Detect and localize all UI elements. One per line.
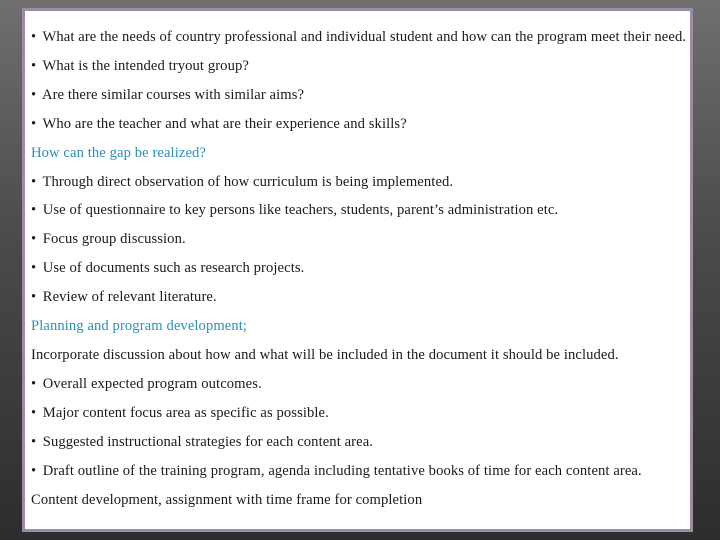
line-text: What is the intended tryout group?: [42, 57, 249, 74]
bullet-marker: •: [31, 404, 37, 421]
bullet-line-similar-courses: [31, 81, 687, 110]
bullet-line-draft-outline: [31, 457, 687, 486]
bullet-marker: •: [31, 433, 37, 450]
line-text: Use of documents such as research projects.: [42, 260, 305, 277]
heading-text: How can the gap be realized?: [31, 144, 206, 161]
bullet-line-content-focus: [31, 399, 687, 428]
slide-content: [31, 23, 687, 514]
bullet-line-tryout-group: [31, 52, 687, 81]
bullet-marker: •: [31, 115, 37, 132]
bullet-marker: •: [31, 462, 37, 479]
line-text: What are the needs of country professional and individual student and how can the program meet their need.: [42, 29, 687, 45]
line-text: Review of relevant literature.: [42, 289, 217, 306]
bullet-marker: •: [31, 202, 37, 219]
line-text: Who are the teacher and what are their experience and skills?: [42, 115, 407, 132]
line-text: Through direct observation of how curriculum is being implemented.: [42, 173, 454, 190]
line-text: Use of questionnaire to key persons like teachers, students, parent’s administration etc.: [42, 202, 559, 219]
line-text: Content development, assignment with time frame for completion: [31, 491, 423, 508]
line-text: Major content focus area as specific as possible.: [42, 404, 329, 421]
bullet-line-questionnaire: [31, 196, 687, 225]
bullet-marker: •: [31, 57, 37, 74]
bullet-line-strategies: [31, 428, 687, 457]
section-heading-gap: [31, 139, 687, 168]
line-text: Incorporate discussion about how and what will be included in the document it should be included.: [31, 346, 619, 363]
bullet-line-focus-group: [31, 225, 687, 254]
heading-text: Planning and program development;: [31, 318, 248, 335]
line-text: Overall expected program outcomes.: [42, 375, 262, 392]
line-text: Are there similar courses with similar aims?: [41, 86, 305, 103]
bullet-line-literature: [31, 283, 687, 312]
bullet-marker: •: [31, 375, 37, 392]
line-text: Draft outline of the training program, agenda including tentative books of time for each content area.: [42, 462, 642, 479]
bullet-line-observation: [31, 168, 687, 197]
bullet-marker: •: [31, 173, 37, 190]
paragraph-line-content-development: [31, 486, 687, 515]
bullet-marker: •: [31, 86, 37, 103]
section-heading-planning: [31, 312, 687, 341]
bullet-marker: •: [31, 289, 37, 306]
bullet-line-documents: [31, 254, 687, 283]
paragraph-line-incorporate: [31, 341, 687, 370]
bullet-marker: •: [31, 29, 37, 45]
bullet-line-needs: [31, 23, 687, 52]
line-text: Focus group discussion.: [42, 231, 186, 248]
bullet-line-teacher: [31, 110, 687, 139]
line-text: Suggested instructional strategies for each content area.: [42, 433, 374, 450]
slide-frame: [22, 8, 693, 532]
bullet-marker: •: [31, 231, 37, 248]
bullet-line-outcomes: [31, 370, 687, 399]
bullet-marker: •: [31, 260, 37, 277]
